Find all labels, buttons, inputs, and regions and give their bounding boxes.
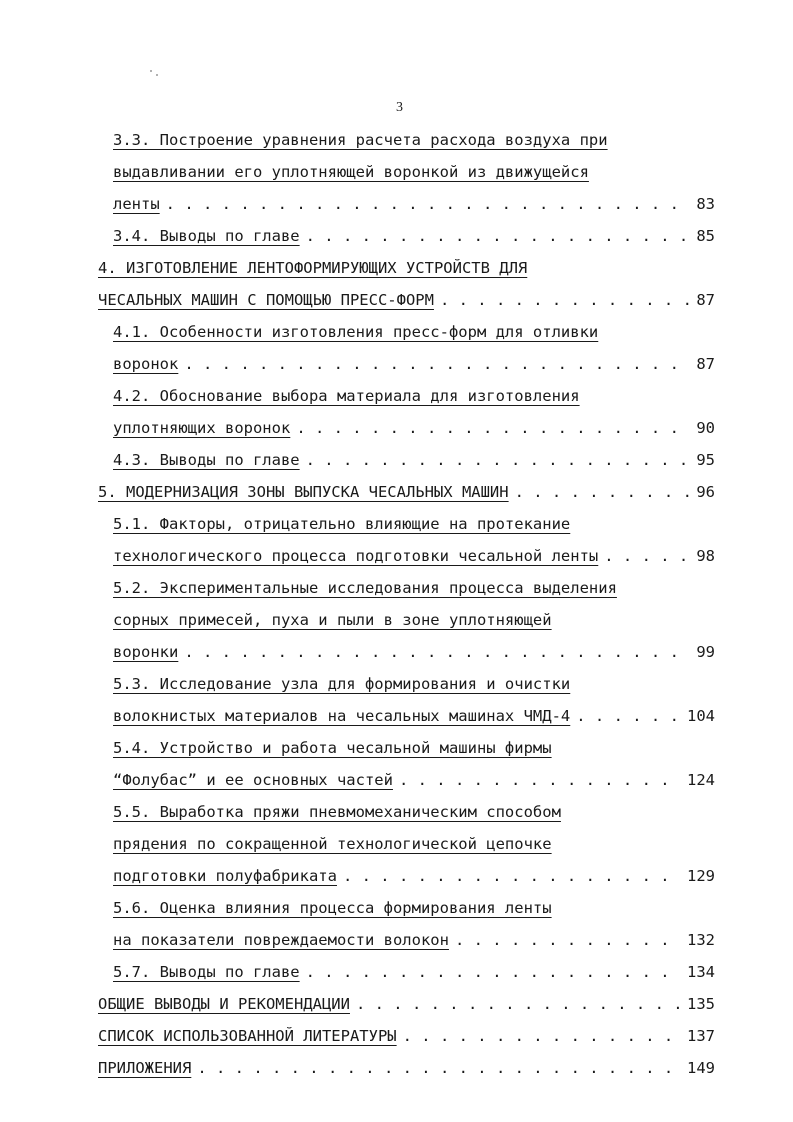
toc-page-number: 99: [696, 643, 715, 661]
toc-line: [113, 384, 715, 408]
toc-entry-text: сорных примесей, пуха и пыли в зоне уплотняющей: [113, 611, 552, 629]
toc-leader-dots: [440, 288, 690, 312]
toc-page-number: 98: [696, 547, 715, 565]
toc-line: [113, 864, 715, 888]
toc-leader-dots: [306, 448, 691, 472]
toc-line: [113, 896, 715, 920]
toc-page-number: 90: [696, 419, 715, 437]
toc-line: [113, 224, 715, 248]
toc-entry-text: 4.3. Выводы по главе: [113, 451, 300, 469]
toc-line: [113, 704, 715, 728]
toc-line: [113, 672, 715, 696]
toc-entry-text: “Фолубас” и ее основных частей: [113, 771, 393, 789]
toc-entry-text: 5.4. Устройство и работа чесальной машины фирмы: [113, 739, 552, 757]
toc-page-number: 96: [696, 483, 715, 501]
toc-page-number: 149: [687, 1059, 715, 1077]
toc-line: [98, 992, 715, 1016]
toc-page-number: 132: [687, 931, 715, 949]
toc-leader-dots: [403, 1024, 681, 1048]
toc-line: [113, 640, 715, 664]
toc-line: [113, 800, 715, 824]
toc-entry-text: на показатели повреждаемости волокон: [113, 931, 449, 949]
toc-entry-text: СПИСОК ИСПОЛЬЗОВАННОЙ ЛИТЕРАТУРЫ: [98, 1027, 397, 1045]
toc-line: [98, 256, 715, 280]
toc-line: [98, 1024, 715, 1048]
toc-entry-text: волокнистых материалов на чесальных машинах ЧМД-4: [113, 707, 571, 725]
toc-line: [113, 320, 715, 344]
toc-line: [113, 192, 715, 216]
toc-page-number: 124: [687, 771, 715, 789]
toc-page-number: 104: [687, 707, 715, 725]
toc-line: [113, 768, 715, 792]
toc-line: [113, 352, 715, 376]
toc-entry-text: 5.5. Выработка пряжи пневмомеханическим способом: [113, 803, 561, 821]
toc-entry-text: ЧЕСАЛЬНЫХ МАШИН С ПОМОЩЬЮ ПРЕСС-ФОРМ: [98, 291, 434, 309]
toc-entry-text: воронок: [113, 355, 179, 373]
toc-page-number: 134: [687, 963, 715, 981]
toc-leader-dots: [455, 928, 681, 952]
toc-leader-dots: [604, 544, 690, 568]
toc-leader-dots: [399, 768, 681, 792]
toc-entry-text: прядения по сокращенной технологической цепочке: [113, 835, 552, 853]
toc-entry-text: уплотняющих воронок: [113, 419, 291, 437]
toc-leader-dots: [306, 960, 681, 984]
toc-page-number: 87: [696, 355, 715, 373]
toc-leader-dots: [296, 416, 690, 440]
toc-leader-dots: [576, 704, 681, 728]
toc-page-number: 135: [687, 995, 715, 1013]
toc-page-number: 95: [696, 451, 715, 469]
toc-line: [113, 576, 715, 600]
toc-entry-text: 4.2. Обоснование выбора материала для изготовления: [113, 387, 580, 405]
toc-line: [98, 288, 715, 312]
toc-page-number: 137: [687, 1027, 715, 1045]
toc-leader-dots: [184, 352, 690, 376]
toc-line: [113, 832, 715, 856]
toc-leader-dots: [515, 480, 691, 504]
scan-speck: [156, 74, 158, 76]
toc-entry-text: 5.7. Выводы по главе: [113, 963, 300, 981]
toc-page-number: 83: [696, 195, 715, 213]
toc-line: [113, 416, 715, 440]
toc-entry-text: технологического процесса подготовки чесальной ленты: [113, 547, 599, 565]
toc-entry-text: воронки: [113, 643, 179, 661]
toc-line: [113, 736, 715, 760]
toc-entry-text: подготовки полуфабриката: [113, 867, 337, 885]
toc-entry-text: 4.1. Особенности изготовления пресс-форм для отливки: [113, 323, 599, 341]
toc-line: [113, 608, 715, 632]
toc-entry-text: ленты: [113, 195, 160, 213]
toc-entry-text: ПРИЛОЖЕНИЯ: [98, 1059, 192, 1077]
scan-speck: [150, 70, 152, 72]
toc-line: [98, 480, 715, 504]
toc-line: [113, 128, 715, 152]
page-number: 3: [396, 100, 403, 115]
toc-entry-text: 5.1. Факторы, отрицательно влияющие на протекание: [113, 515, 571, 533]
toc-entry-text: 5.2. Экспериментальные исследования процесса выделения: [113, 579, 617, 597]
toc-page-number: 85: [696, 227, 715, 245]
toc-leader-dots: [184, 640, 690, 664]
toc-entry-text: 5.6. Оценка влияния процесса формирования ленты: [113, 899, 552, 917]
toc-page-number: 87: [696, 291, 715, 309]
toc-entry-text: 5. МОДЕРНИЗАЦИЯ ЗОНЫ ВЫПУСКА ЧЕСАЛЬНЫХ МАШИН: [98, 483, 509, 501]
toc-entry-text: 4. ИЗГОТОВЛЕНИЕ ЛЕНТОФОРМИРУЮЩИХ УСТРОЙСТВ ДЛЯ: [98, 259, 528, 277]
toc-leader-dots: [197, 1056, 681, 1080]
toc-line: [113, 160, 715, 184]
toc-leader-dots: [356, 992, 681, 1016]
toc-line: [98, 1056, 715, 1080]
toc-entry-text: 5.3. Исследование узла для формирования и очистки: [113, 675, 571, 693]
toc-line: [113, 928, 715, 952]
toc-leader-dots: [306, 224, 691, 248]
toc-line: [113, 512, 715, 536]
toc-leader-dots: [166, 192, 691, 216]
toc-page-number: 129: [687, 867, 715, 885]
toc-entry-text: ОБЩИЕ ВЫВОДЫ И РЕКОМЕНДАЦИИ: [98, 995, 350, 1013]
toc-line: [113, 544, 715, 568]
toc-entry-text: выдавливании его уплотняющей воронкой из движущейся: [113, 163, 589, 181]
toc-entry-text: 3.3. Построение уравнения расчета расхода воздуха при: [113, 131, 608, 149]
toc-line: [113, 448, 715, 472]
toc-leader-dots: [343, 864, 681, 888]
toc-line: [113, 960, 715, 984]
toc-entry-text: 3.4. Выводы по главе: [113, 227, 300, 245]
